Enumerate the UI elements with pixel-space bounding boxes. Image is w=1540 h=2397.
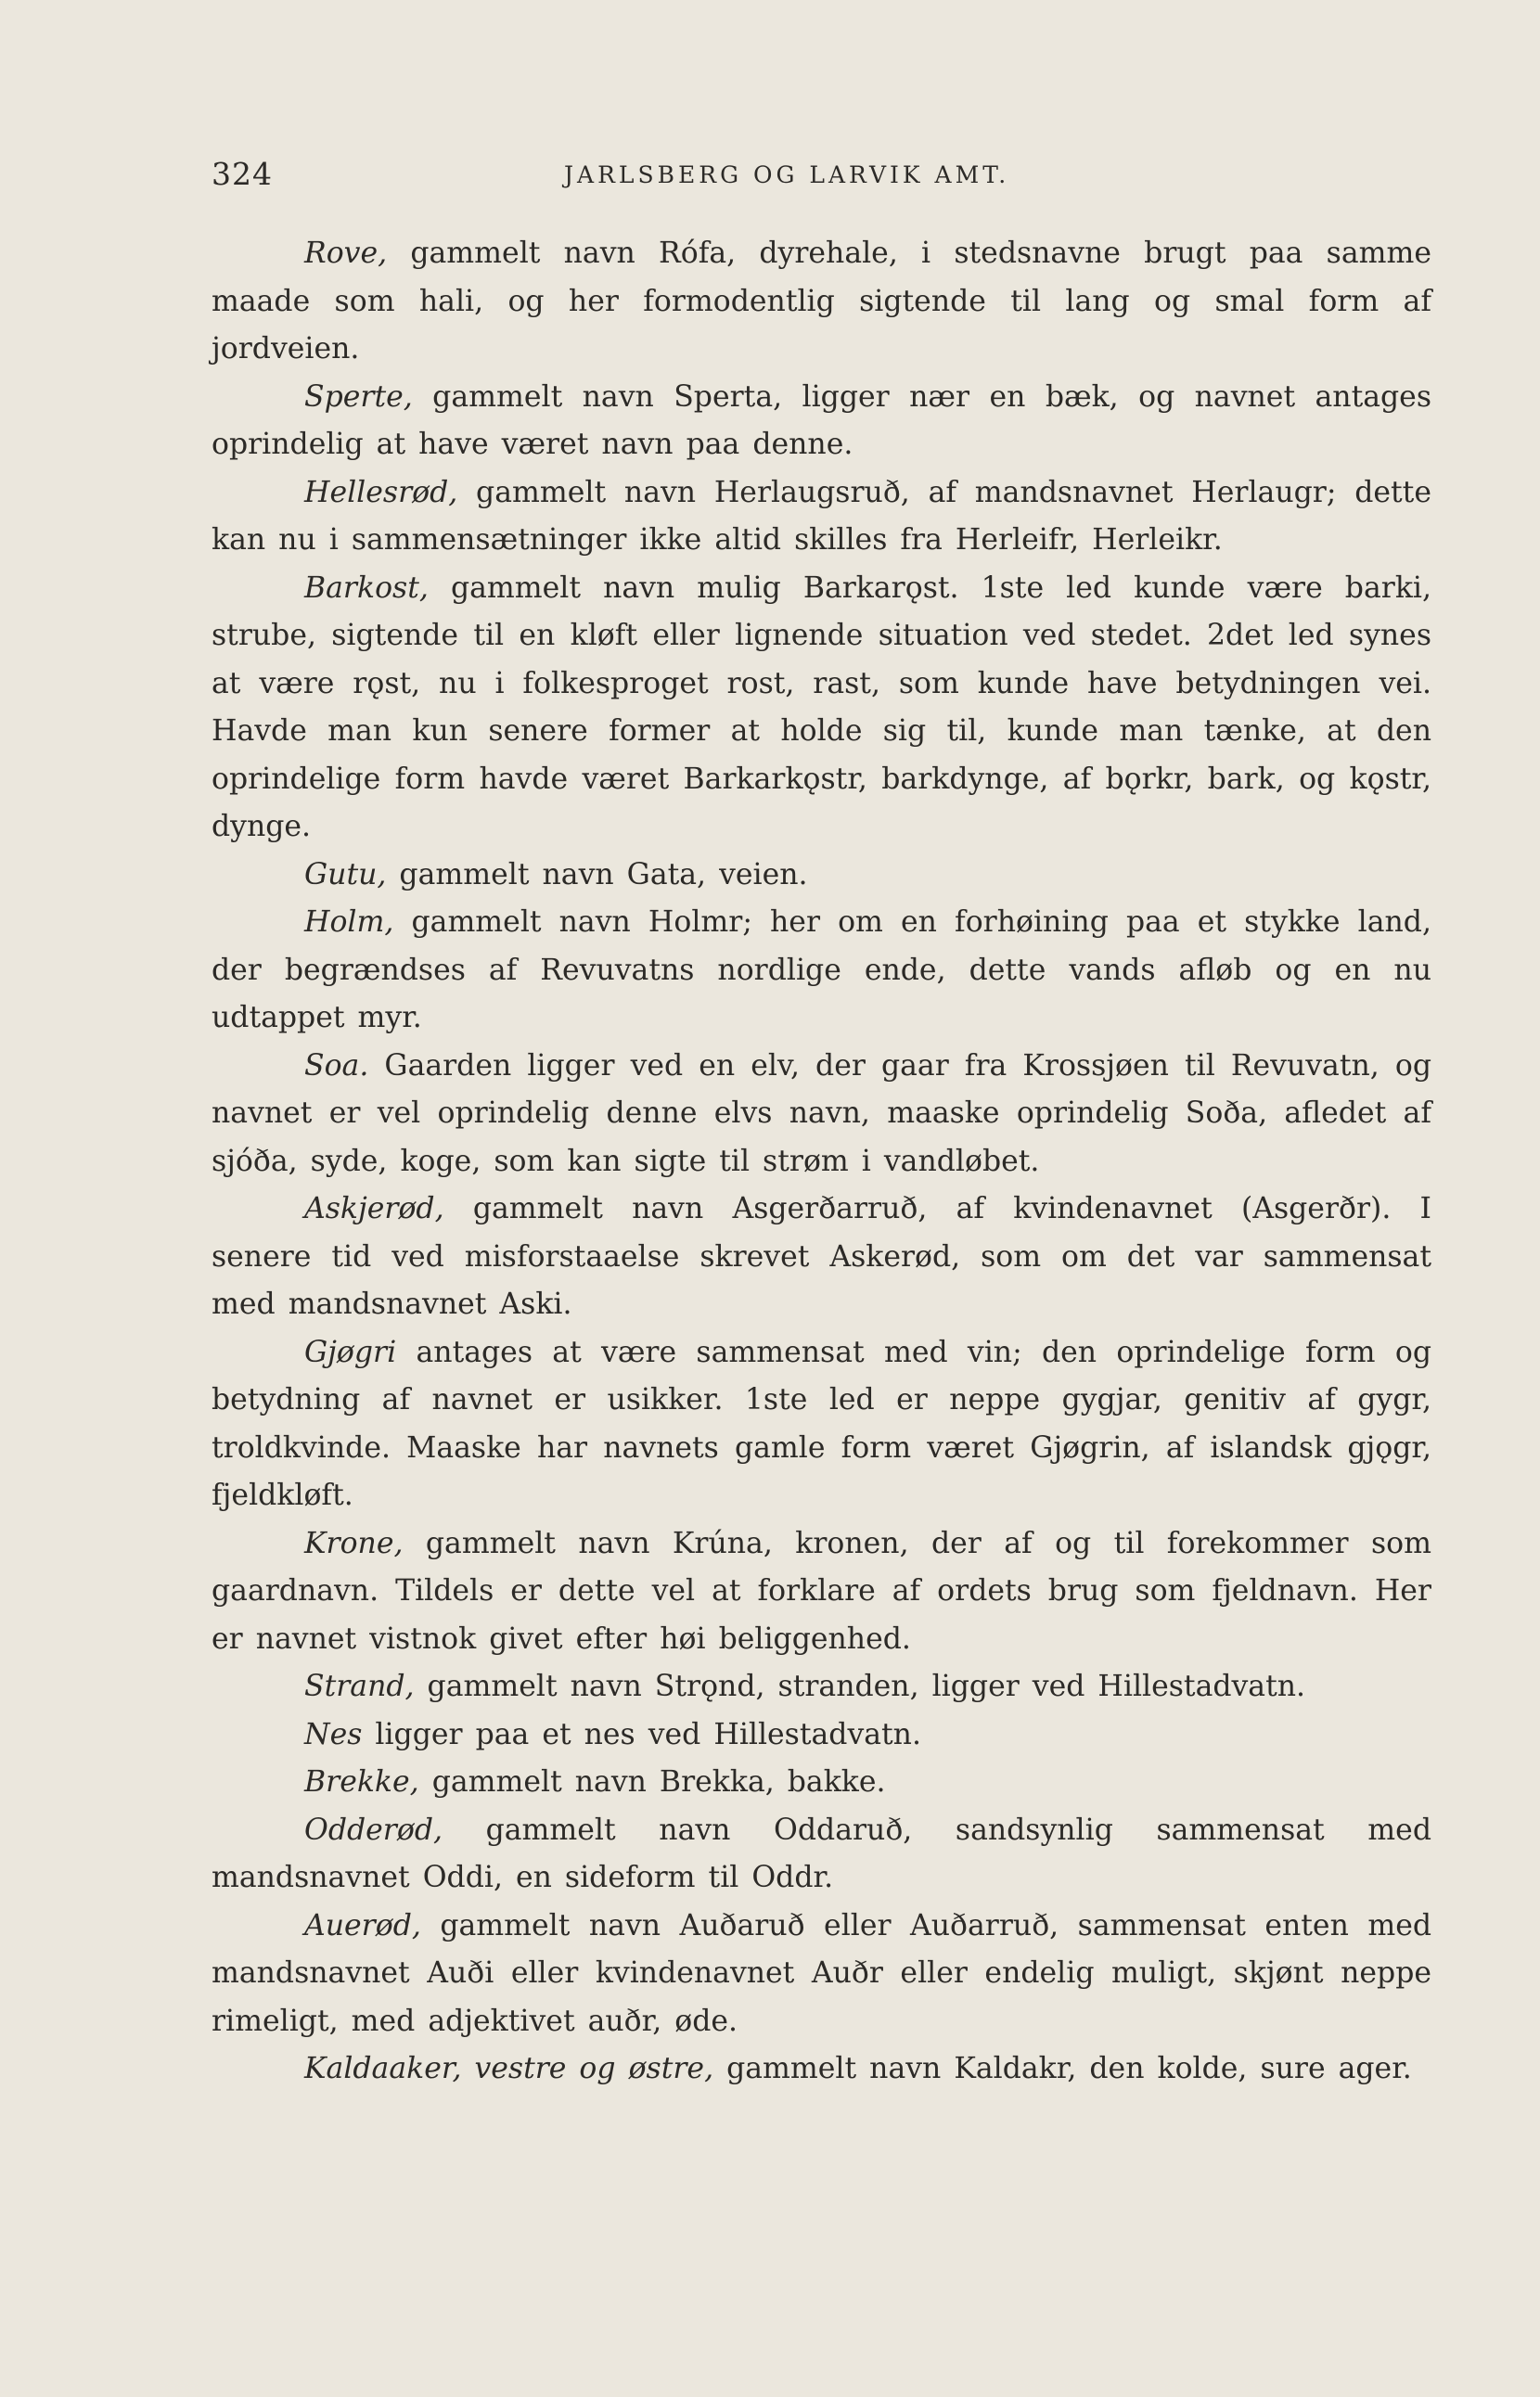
entry-name: Soa. bbox=[304, 1048, 369, 1083]
page-header bbox=[212, 156, 1139, 202]
entry-name: Brekke, bbox=[304, 1765, 419, 1799]
entry-text: gammelt navn Gata, veien. bbox=[386, 857, 808, 891]
entry-text: gammelt navn Strǫnd, stranden, ligger ved Hillestadvatn. bbox=[414, 1670, 1306, 1703]
entry-brekke bbox=[212, 1759, 1431, 1807]
entry-kaldaaker bbox=[212, 2045, 1431, 2094]
entry-text: Gaarden ligger ved en elv, der gaar fra Krossjøen til Revuvatn, og navnet er vel oprindelig denne elvs navn, maaske oprindelig Soða, afledet af sjóða, syde, koge, som kan sigte til strøm i vandløbet. bbox=[212, 1048, 1431, 1178]
entry-text: gammelt navn Brekka, bakke. bbox=[418, 1765, 886, 1799]
entry-name: Gutu, bbox=[304, 857, 387, 891]
page-number: 324 bbox=[212, 156, 273, 192]
entry-nes bbox=[212, 1711, 1431, 1760]
entry-askjerod bbox=[212, 1186, 1431, 1329]
entry-name: Kaldaaker, vestre og østre, bbox=[304, 2052, 714, 2085]
entry-name: Hellesrød, bbox=[304, 475, 458, 509]
entry-krone bbox=[212, 1520, 1431, 1664]
entry-auerod bbox=[212, 1903, 1431, 2046]
entry-name: Krone, bbox=[304, 1526, 404, 1560]
entry-text: gammelt navn Sperta, ligger nær en bæk, og navnet antages oprindelig at have været navn paa denne. bbox=[212, 379, 1431, 461]
entry-name: Odderød, bbox=[304, 1813, 443, 1847]
entry-name: Sperte, bbox=[304, 379, 413, 414]
entry-text: gammelt navn Kaldakr, den kolde, sure ager. bbox=[713, 2052, 1412, 2085]
entry-text: ligger paa et nes ved Hillestadvatn. bbox=[362, 1717, 921, 1751]
entry-name: Strand, bbox=[304, 1670, 415, 1703]
entry-barkost bbox=[212, 565, 1431, 852]
entry-name: Holm, bbox=[304, 905, 394, 939]
entry-name: Barkost, bbox=[304, 570, 429, 605]
entry-holm bbox=[212, 899, 1431, 1043]
entry-text: gammelt navn Asgerðarruð, af kvindenavnet (Asgerðr). I senere tid ved misforstaaelse skrevet Askerød, som om det var sammensat med mandsnavnet Aski. bbox=[212, 1192, 1431, 1321]
entry-name: Gjøgri bbox=[304, 1335, 397, 1369]
entry-hellesrod bbox=[212, 469, 1431, 565]
entry-text: gammelt navn Krúna, kronen, der af og til forekommer som gaardnavn. Tildels er dette vel at forklare af ordets brug som fjeldnavn. Her er navnet vistnok givet efter høi beliggenhed. bbox=[212, 1526, 1431, 1656]
entry-text: antages at være sammensat med vin; den oprindelige form og betydning af navnet er usikker. 1ste led er neppe gygjar, genitiv af gygr, troldkvinde. Maaske har navnets gamle form været Gjøgrin, af islandsk gjǫgr, fjeldkløft. bbox=[212, 1335, 1431, 1512]
body-text bbox=[212, 230, 1431, 2094]
entry-soa bbox=[212, 1043, 1431, 1186]
entry-gjogri bbox=[212, 1329, 1431, 1520]
entry-name: Nes bbox=[304, 1717, 363, 1751]
entry-text: gammelt navn Auðaruð eller Auðarruð, sammensat enten med mandsnavnet Auði eller kvindenavnet Auðr eller endelig muligt, skjønt neppe rimeligt, med adjektivet auðr, øde. bbox=[212, 1908, 1431, 2038]
entry-name: Rove, bbox=[304, 237, 388, 270]
entry-name: Auerød, bbox=[304, 1908, 421, 1942]
entry-odderod bbox=[212, 1807, 1431, 1903]
entry-strand bbox=[212, 1663, 1431, 1711]
entry-text: gammelt navn Herlaugsruð, af mandsnavnet Herlaugr; dette kan nu i sammensætninger ikke altid skilles fra Herleifr, Herleikr. bbox=[212, 475, 1431, 557]
running-head: JARLSBERG OG LARVIK AMT. bbox=[564, 161, 1010, 188]
entry-sperte bbox=[212, 374, 1431, 469]
entry-text: gammelt navn Holmr; her om en forhøining paa et stykke land, der begrændses af Revuvatns nordlige ende, dette vands afløb og en nu udtappet myr. bbox=[212, 905, 1431, 1034]
entry-rove bbox=[212, 230, 1431, 374]
entry-gutu bbox=[212, 852, 1431, 900]
entry-text: gammelt navn mulig Barkarǫst. 1ste led kunde være barki, strube, sigtende til en kløft eller lignende situation ved stedet. 2det led synes at være rǫst, nu i folkesproget rost, rast, som kunde have betydningen vei. Havde man kun senere former at holde sig til, kunde man tænke, at den oprindelige form havde været Barkarkǫstr, barkdynge, af bǫrkr, bark, og kǫstr, dynge. bbox=[212, 570, 1431, 843]
entry-text: gammelt navn Oddaruð, sandsynlig sammensat med mandsnavnet Oddi, en sideform til Oddr. bbox=[212, 1813, 1431, 1894]
entry-text: gammelt navn Rófa, dyrehale, i stedsnavne brugt paa samme maade som hali, og her formodentlig sigtende til lang og smal form af jordveien. bbox=[212, 237, 1431, 365]
entry-name: Askjerød, bbox=[304, 1192, 444, 1225]
